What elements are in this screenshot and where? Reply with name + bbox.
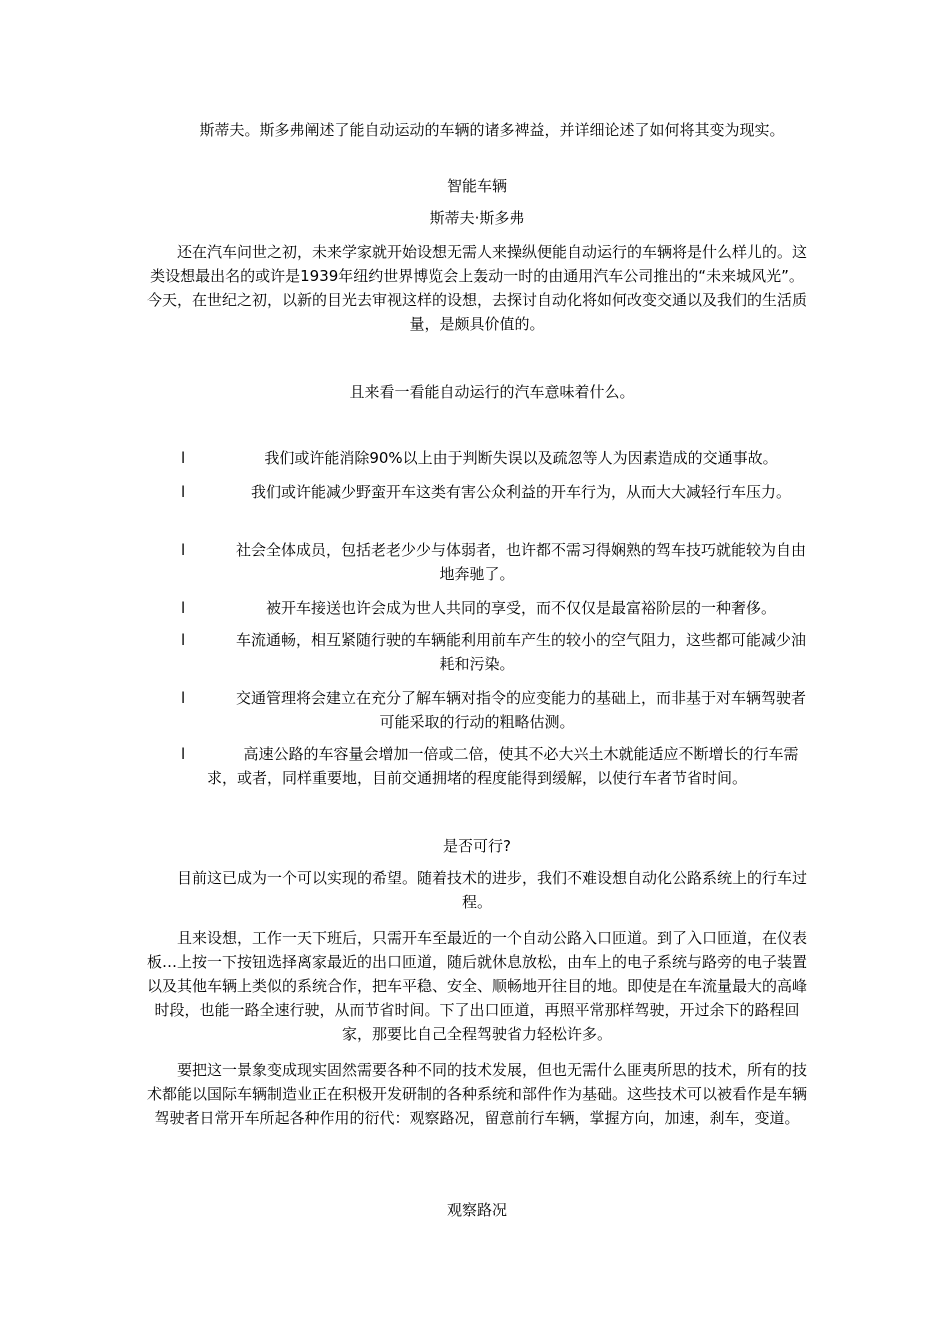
section-heading-observe-road: 观察路况 bbox=[446, 1201, 507, 1219]
bullet-marker: l bbox=[181, 631, 186, 649]
list-item bbox=[145, 446, 809, 470]
list-item-text: 高速公路的车容量会增加一倍或二倍，使其不必大兴土木就能适应不断增长的行车需求，或者，同样重要地，目前交通拥堵的程度能得到缓解，以使行车者节省时间。 bbox=[206, 745, 799, 787]
section-heading-feasibility: 是否可行? bbox=[443, 837, 511, 855]
intro-text: 斯蒂夫。斯多弗阐述了能自动运动的车辆的诸多裨益，并详细论述了如何将其变为现实。 bbox=[199, 121, 785, 139]
paragraph-5 bbox=[145, 1058, 809, 1130]
list-item bbox=[145, 686, 809, 734]
paragraph-1-text: 还在汽车问世之初，未来学家就开始设想无需人来操纵便能自动运行的车辆将是什么样儿的。这类设想最出名的或许是1939年纽约世界博览会上轰动一时的由通用汽车公司推出的“未来城风光”。今天，在世纪之初，以新的目光去审视这样的设想，去探讨自动化将如何改变交通以及我们的生活质量，是颇具价值的。 bbox=[146, 243, 807, 333]
article-title: 智能车辆 bbox=[446, 177, 507, 195]
paragraph-2-text: 且来看一看能自动运行的汽车意味着什么。 bbox=[349, 383, 635, 401]
list-item bbox=[145, 628, 809, 676]
bullet-marker: l bbox=[181, 541, 186, 559]
list-item-text: 社会全体成员，包括老老少少与体弱者，也许都不需习得娴熟的驾车技巧就能较为自由地奔驰了。 bbox=[235, 541, 806, 583]
list-item-text: 车流通畅，相互紧随行驶的车辆能利用前车产生的较小的空气阻力，这些都可能减少油耗和污染。 bbox=[235, 631, 806, 673]
list-item-text: 我们或许能减少野蛮开车这类有害公众利益的开车行为，从而大大减轻行车压力。 bbox=[250, 483, 791, 501]
paragraph-5-text: 要把这一景象变成现实固然需要各种不同的技术发展，但也无需什么匪夷所思的技术，所有的技术都能以国际车辆制造业正在积极开发研制的各种系统和部件作为基础。这些技术可以被看作是车辆驾驶者日常开车所起各种作用的衍代：观察路况，留意前行车辆，掌握方向，加速，刹车，变道。 bbox=[146, 1061, 807, 1127]
bullet-marker: l bbox=[181, 483, 186, 501]
paragraph-3-text: 目前这已成为一个可以实现的希望。随着技术的进步，我们不难设想自动化公路系统上的行车过程。 bbox=[176, 869, 807, 911]
intro-paragraph bbox=[145, 118, 809, 142]
bullet-marker: l bbox=[181, 449, 186, 467]
bullet-marker: l bbox=[181, 599, 186, 617]
list-item-text: 被开车接送也许会成为世人共同的享受，而不仅仅是最富裕阶层的一种奢侈。 bbox=[265, 599, 776, 617]
paragraph-4 bbox=[145, 926, 809, 1046]
list-item bbox=[145, 480, 809, 504]
bullet-marker: l bbox=[181, 745, 186, 763]
list-item bbox=[145, 538, 809, 586]
list-item bbox=[145, 596, 809, 620]
paragraph-1 bbox=[145, 240, 809, 336]
paragraph-2 bbox=[145, 380, 809, 404]
bullet-marker: l bbox=[181, 689, 186, 707]
list-item bbox=[145, 742, 809, 790]
paragraph-3 bbox=[145, 866, 809, 914]
article-author: 斯蒂夫·斯多弗 bbox=[429, 209, 525, 227]
paragraph-4-text: 且来设想，工作一天下班后，只需开车至最近的一个自动公路入口匝道。到了入口匝道，在仪表板…上按一下按钮选择离家最近的出口匝道，随后就休息放松，由车上的电子系统与路旁的电子装置以及其他车辆上类似的系统合作，把车平稳、安全、顺畅地开往目的地。即使是在车流量最大的高峰时段，也能一路全速行驶，从而节省时间。下了出口匝道，再照平常那样驾驶，开过余下的路程回家，那要比自己全程驾驶省力轻松许多。 bbox=[146, 929, 807, 1043]
list-item-text: 我们或许能消除90%以上由于判断失误以及疏忽等人为因素造成的交通事故。 bbox=[264, 449, 778, 467]
list-item-text: 交通管理将会建立在充分了解车辆对指令的应变能力的基础上，而非基于对车辆驾驶者可能采取的行动的粗略估测。 bbox=[235, 689, 806, 731]
